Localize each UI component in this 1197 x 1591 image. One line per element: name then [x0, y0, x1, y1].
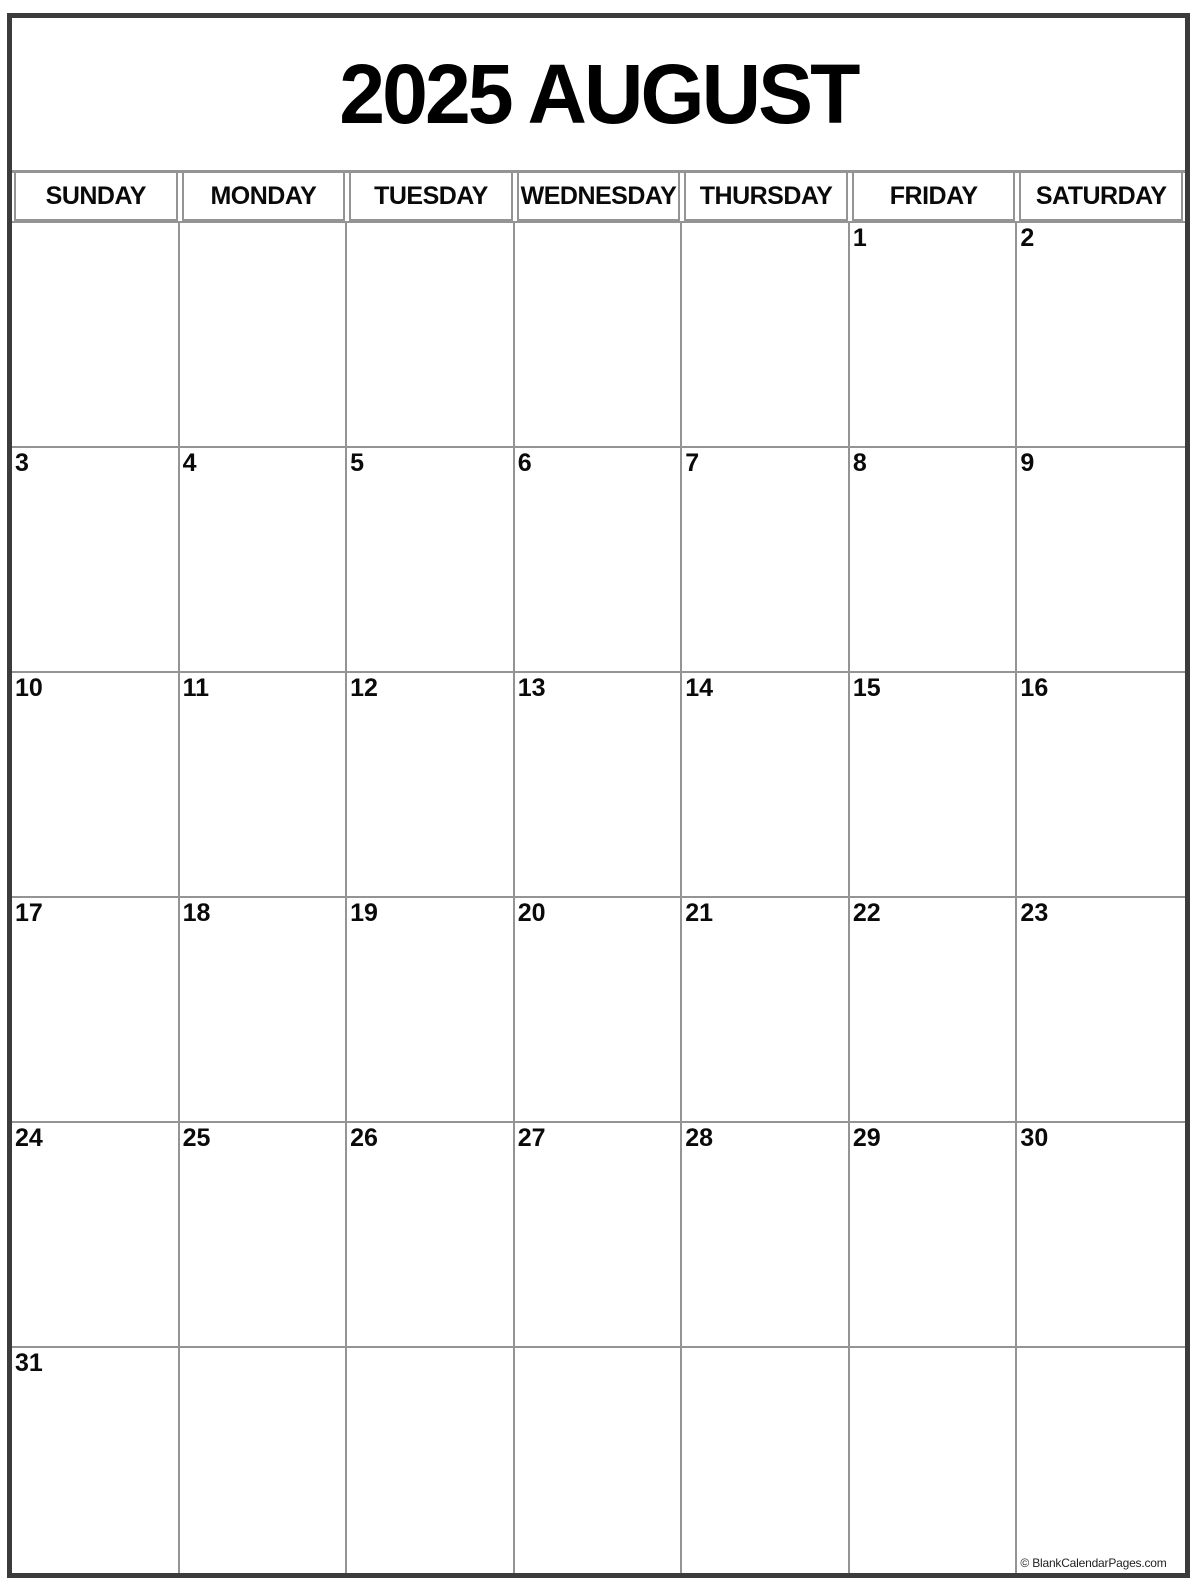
weekday-header-thursday: THURSDAY — [684, 173, 848, 221]
day-cell-empty — [1017, 1348, 1185, 1573]
day-cell-23 — [1017, 898, 1185, 1123]
day-number: 18 — [182, 899, 211, 927]
day-number: 29 — [852, 1124, 881, 1152]
day-cell-5 — [347, 448, 515, 673]
day-number: 17 — [15, 899, 43, 927]
day-number: 30 — [1020, 1124, 1049, 1152]
weekday-header-monday: MONDAY — [182, 173, 346, 221]
day-cell-29 — [850, 1123, 1018, 1348]
day-number: 25 — [182, 1124, 211, 1152]
day-cell-1 — [850, 223, 1018, 448]
day-cell-empty — [515, 223, 683, 448]
day-cell-empty — [515, 1348, 683, 1573]
day-number: 22 — [852, 899, 881, 927]
day-number: 15 — [852, 674, 881, 702]
day-cell-11 — [180, 673, 348, 898]
day-cell-30 — [1017, 1123, 1185, 1348]
day-cell-31 — [12, 1348, 180, 1573]
day-number: 16 — [1020, 674, 1049, 702]
day-cell-empty — [180, 223, 348, 448]
day-cell-empty — [682, 1348, 850, 1573]
calendar-title: 2025 AUGUST — [339, 47, 858, 141]
day-cell-16 — [1017, 673, 1185, 898]
day-cell-empty — [347, 1348, 515, 1573]
day-number: 8 — [852, 449, 867, 477]
day-cell-21 — [682, 898, 850, 1123]
day-number: 21 — [685, 899, 714, 927]
day-cell-28 — [682, 1123, 850, 1348]
day-cell-19 — [347, 898, 515, 1123]
day-number: 26 — [350, 1124, 378, 1152]
day-number: 27 — [517, 1124, 546, 1152]
day-number: 14 — [685, 674, 714, 702]
day-cell-24 — [12, 1123, 180, 1348]
day-cell-empty — [12, 223, 180, 448]
day-cell-9 — [1017, 448, 1185, 673]
day-cell-20 — [515, 898, 683, 1123]
day-cell-4 — [180, 448, 348, 673]
day-cell-13 — [515, 673, 683, 898]
day-number: 1 — [852, 224, 867, 252]
day-cell-25 — [180, 1123, 348, 1348]
day-number: 2 — [1020, 224, 1035, 252]
weekday-header-sunday: SUNDAY — [14, 173, 178, 221]
calendar-page-frame — [7, 13, 1190, 1578]
day-cell-15 — [850, 673, 1018, 898]
title-area — [12, 18, 1185, 170]
day-cell-18 — [180, 898, 348, 1123]
day-cell-17 — [12, 898, 180, 1123]
day-cell-27 — [515, 1123, 683, 1348]
calendar-grid — [12, 221, 1185, 1573]
day-number: 11 — [182, 674, 209, 702]
weekday-header-row — [12, 170, 1185, 221]
day-cell-26 — [347, 1123, 515, 1348]
weekday-header-tuesday: TUESDAY — [349, 173, 513, 221]
day-number: 23 — [1020, 899, 1049, 927]
day-cell-3 — [12, 448, 180, 673]
day-number: 3 — [15, 449, 29, 477]
day-cell-empty — [347, 223, 515, 448]
day-cell-14 — [682, 673, 850, 898]
day-number: 12 — [350, 674, 378, 702]
day-number: 10 — [15, 674, 43, 702]
day-cell-22 — [850, 898, 1018, 1123]
day-number: 28 — [685, 1124, 714, 1152]
day-number: 5 — [350, 449, 365, 477]
day-cell-6 — [515, 448, 683, 673]
day-number: 31 — [15, 1349, 43, 1377]
day-number: 13 — [517, 674, 546, 702]
day-cell-2 — [1017, 223, 1185, 448]
day-cell-12 — [347, 673, 515, 898]
day-number: 19 — [350, 899, 378, 927]
day-cell-8 — [850, 448, 1018, 673]
day-number: 4 — [182, 449, 197, 477]
weekday-header-saturday: SATURDAY — [1019, 173, 1183, 221]
day-number: 20 — [517, 899, 546, 927]
day-cell-empty — [682, 223, 850, 448]
day-cell-empty — [850, 1348, 1018, 1573]
day-number: 9 — [1020, 449, 1035, 477]
weekday-header-friday: FRIDAY — [852, 173, 1016, 221]
watermark-text: © BlankCalendarPages.com — [1020, 1556, 1167, 1570]
day-number: 6 — [517, 449, 532, 477]
day-number: 7 — [685, 449, 700, 477]
day-cell-7 — [682, 448, 850, 673]
day-cell-10 — [12, 673, 180, 898]
weekday-header-wednesday: WEDNESDAY — [517, 173, 681, 221]
day-number: 24 — [15, 1124, 43, 1152]
day-cell-empty — [180, 1348, 348, 1573]
